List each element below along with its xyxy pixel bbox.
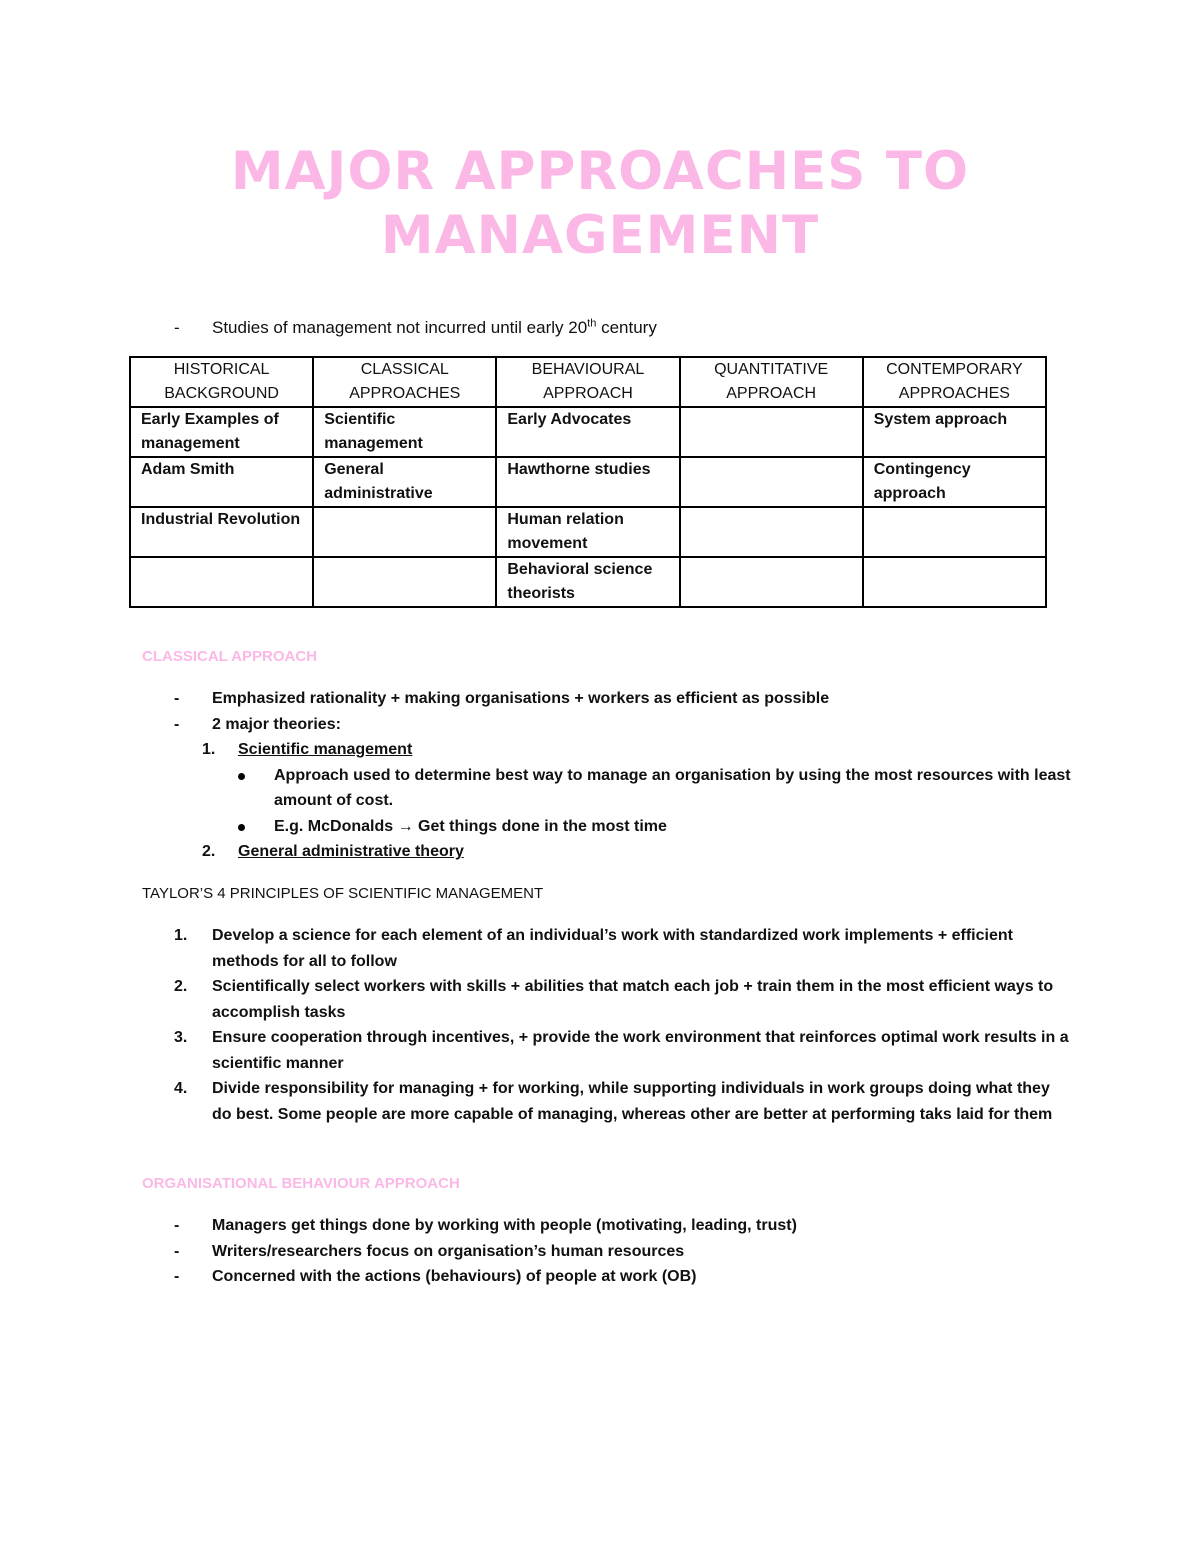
list-item <box>142 1025 1072 1076</box>
header-quantitative <box>680 357 863 407</box>
list-item <box>142 737 1072 763</box>
list-item <box>142 1076 1072 1127</box>
header-line: BACKGROUND <box>164 385 279 402</box>
table-cell: Hawthorne studies <box>496 457 679 507</box>
header-line: HISTORICAL <box>173 361 270 378</box>
header-line: APPROACHES <box>898 385 1010 402</box>
list-number: 2. <box>174 978 188 995</box>
classical-section <box>142 686 1072 865</box>
list-number: 4. <box>174 1080 188 1097</box>
table-header-row <box>130 357 1046 407</box>
list-item <box>142 1264 1072 1290</box>
table-cell <box>680 407 863 457</box>
dash-marker: - <box>174 715 180 733</box>
table-cell <box>680 457 863 507</box>
table-cell: Contingency approach <box>863 457 1046 507</box>
header-line: CLASSICAL <box>360 361 449 378</box>
header-line: APPROACHES <box>349 385 461 402</box>
header-line: QUANTITATIVE <box>714 361 829 378</box>
header-line: CONTEMPORARY <box>886 361 1023 378</box>
intro-tail: century <box>596 318 657 337</box>
table-cell: Scientific management <box>313 407 496 457</box>
ob-section <box>142 1213 1072 1290</box>
list-item-text: Managers get things done by working with people (motivating, leading, trust) <box>212 1217 797 1234</box>
list-item <box>142 814 1072 840</box>
table-cell: Human relation movement <box>496 507 679 557</box>
dash-marker: - <box>174 690 180 707</box>
intro-bullet <box>174 316 657 340</box>
table-cell <box>313 557 496 607</box>
list-item-text: Develop a science for each element of an individual’s work with standardized work implements + efficient methods for all to follow <box>212 927 1013 970</box>
table-cell <box>313 507 496 557</box>
list-number: 1. <box>174 927 188 944</box>
title-line-2: MANAGEMENT <box>380 205 820 266</box>
dash-marker: - <box>174 1217 180 1234</box>
list-number: 2. <box>202 843 216 860</box>
intro-superscript: th <box>587 317 597 330</box>
header-historical <box>130 357 313 407</box>
table-cell: General administrative <box>313 457 496 507</box>
header-contemporary <box>863 357 1046 407</box>
table-row <box>130 507 1046 557</box>
ob-heading: ORGANISATIONAL BEHAVIOUR APPROACH <box>142 1175 460 1192</box>
table-cell: Early Advocates <box>496 407 679 457</box>
list-item-text: Writers/researchers focus on organisation’s human resources <box>212 1242 685 1260</box>
title-line-1: MAJOR APPROACHES TO <box>230 141 970 202</box>
list-item <box>142 712 1072 738</box>
list-number: 3. <box>174 1029 188 1046</box>
list-item-text: Divide responsibility for managing + for working, while supporting individuals in work groups doing what they do best. Some people are more capable of managing, whereas other are better at performing taks laid for them <box>212 1080 1053 1123</box>
page-title <box>0 140 1200 268</box>
table-row <box>130 557 1046 607</box>
list-item-text: Concerned with the actions (behaviours) of people at work (OB) <box>212 1268 697 1285</box>
table-cell <box>863 557 1046 607</box>
header-behavioural <box>496 357 679 407</box>
table-cell: System approach <box>863 407 1046 457</box>
list-item <box>142 763 1072 814</box>
list-item <box>142 923 1072 974</box>
table-cell: Early Examples of management <box>130 407 313 457</box>
list-item-text: E.g. McDonalds → Get things done in the most time <box>274 817 667 835</box>
table-cell <box>680 507 863 557</box>
header-classical <box>313 357 496 407</box>
table-cell: Behavioral science theorists <box>496 557 679 607</box>
dash-marker: - <box>174 1242 180 1260</box>
intro-text: Studies of management not incurred until early 20 <box>212 318 588 337</box>
list-item <box>142 686 1072 712</box>
header-line: APPROACH <box>543 385 633 402</box>
header-line: BEHAVIOURAL <box>531 361 645 378</box>
taylor-heading: TAYLOR’S 4 PRINCIPLES OF SCIENTIFIC MANAGEMENT <box>142 885 544 902</box>
table-cell <box>863 507 1046 557</box>
list-item <box>142 839 1072 865</box>
table-cell: Adam Smith <box>130 457 313 507</box>
table-cell: Industrial Revolution <box>130 507 313 557</box>
list-item <box>142 1213 1072 1239</box>
table-cell <box>130 557 313 607</box>
header-line: APPROACH <box>726 385 817 402</box>
list-item-text: Ensure cooperation through incentives, + provide the work environment that reinforces optimal work results in a scientific manner <box>212 1029 1069 1072</box>
theory-label: General administrative theory <box>238 843 464 860</box>
list-item <box>142 974 1072 1025</box>
classical-heading: CLASSICAL APPROACH <box>142 648 318 665</box>
table-cell <box>680 557 863 607</box>
list-item-text: Scientifically select workers with skills + abilities that match each job + train them in the most efficient ways to accomplish tasks <box>212 978 1054 1021</box>
table-row <box>130 457 1046 507</box>
table-row <box>130 407 1046 457</box>
dash-marker: - <box>174 318 180 337</box>
bullet-dot-icon <box>238 763 245 789</box>
approaches-table <box>129 356 1047 608</box>
bullet-dot-icon <box>238 814 245 840</box>
list-item <box>142 1239 1072 1265</box>
taylor-section <box>142 923 1072 1127</box>
list-item-text: Approach used to determine best way to manage an organisation by using the most resources with least amount of cost. <box>274 766 1071 809</box>
list-item-text: 2 major theories: <box>212 715 341 733</box>
list-number: 1. <box>202 741 216 758</box>
list-item-text: Emphasized rationality + making organisations + workers as efficient as possible <box>212 690 830 707</box>
theory-label: Scientific management <box>238 741 413 758</box>
dash-marker: - <box>174 1268 180 1285</box>
